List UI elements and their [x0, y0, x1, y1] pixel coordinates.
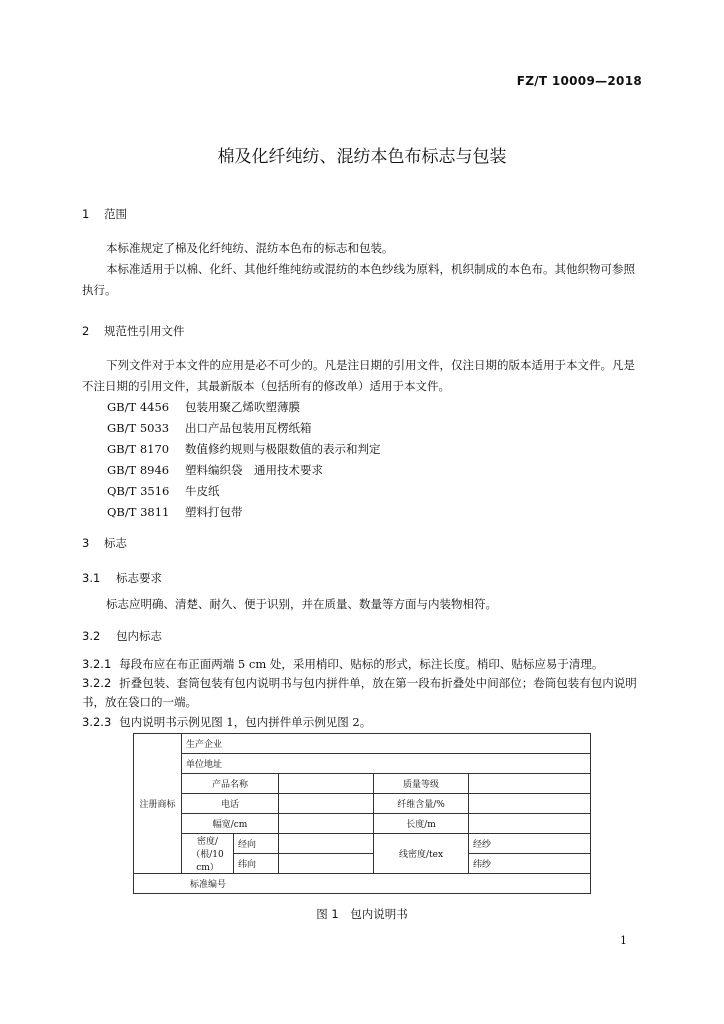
reference-item [107, 502, 381, 523]
reference-code: QB/T 3811 [107, 505, 170, 519]
subsection-number: 3.2 [82, 629, 101, 643]
reference-code: GB/T 4456 [107, 400, 170, 414]
paragraph: 下列文件对于本文件的应用是必不可少的。凡是注日期的引用文件，仅注日期的版本适用于本文件。凡是不注日期的引用文件，其最新版本（包括所有的修改单）适用于本文件。 [82, 358, 635, 393]
length-label: 长度/m [374, 814, 469, 834]
reference-title: 牛皮纸 [185, 484, 220, 498]
clause-number: 3.2.3 [82, 715, 112, 729]
standard-number-label: 标准编号 [134, 874, 591, 894]
standard-code: FZ/T 10009—2018 [516, 74, 642, 88]
reference-code: GB/T 5033 [107, 421, 170, 435]
reference-item [107, 481, 381, 502]
paragraph: 本标准规定了棉及化纤纯纺、混纺本色布的标志和包装。 [106, 241, 394, 255]
subsection-title: 包内标志 [116, 629, 162, 643]
clause-3-2-2 [82, 674, 642, 712]
section-2-body [82, 355, 642, 397]
reference-list [107, 397, 381, 523]
address-label: 单位地址 [182, 754, 591, 774]
clause-3-2-3 [82, 713, 642, 732]
package-instruction-table [133, 733, 591, 894]
page-number: 1 [620, 934, 627, 947]
section-title: 范围 [104, 207, 127, 221]
subsection-number: 3.1 [82, 571, 101, 585]
section-number: 2 [82, 324, 90, 338]
reference-code: GB/T 8946 [107, 463, 170, 477]
reference-title: 出口产品包装用瓦楞纸箱 [185, 421, 312, 435]
section-2-heading [82, 323, 185, 339]
clause-3-2-1 [82, 655, 642, 674]
subsection-title: 标志要求 [116, 571, 162, 585]
clause-text: 折叠包装、套筒包装有包内说明书与包内拼件单，放在第一段布折叠处中间部位；卷筒包装有包内说明书，放在袋口的一端。 [82, 676, 637, 709]
weft-label: 纬向 [234, 854, 279, 874]
section-number: 1 [82, 207, 90, 221]
subsection-3-1-body [82, 594, 642, 615]
warp-label: 经向 [234, 834, 279, 854]
trademark-cell: 注册商标 [134, 734, 182, 874]
section-number: 3 [82, 536, 90, 550]
reference-title: 塑料打包带 [185, 505, 243, 519]
product-name-label: 产品名称 [182, 774, 279, 794]
weft-yarn-label: 纬纱 [469, 854, 591, 874]
clause-number: 3.2.1 [82, 657, 112, 671]
reference-item [107, 439, 381, 460]
reference-item [107, 418, 381, 439]
warp-yarn-label: 经纱 [469, 834, 591, 854]
reference-item [107, 397, 381, 418]
section-3-heading [82, 535, 127, 551]
reference-code: GB/T 8170 [107, 442, 170, 456]
quality-grade-label: 质量等级 [374, 774, 469, 794]
fiber-content-label: 纤维含量/% [374, 794, 469, 814]
reference-item [107, 460, 381, 481]
length-value [469, 814, 591, 834]
document-title: 棉及化纤纯纺、混纺本色布标志与包装 [217, 147, 507, 167]
reference-title: 塑料编织袋 通用技术要求 [185, 463, 323, 477]
reference-title: 数值修约规则与极限数值的表示和判定 [185, 442, 381, 456]
warp-density-value [279, 834, 374, 854]
paragraph: 标志应明确、清楚、耐久、便于识别，并在质量、数量等方面与内装物相符。 [106, 597, 497, 611]
clause-text: 每段布应在布正面两端 5 cm 处，采用梢印、贴标的形式，标注长度。梢印、贴标应易于清理。 [119, 657, 604, 671]
paragraph: 本标准适用于以棉、化纤、其他纤维纯纺或混纺的本色纱线为原料，机织制成的本色布。其他织物可参照执行。 [82, 262, 635, 297]
density-label: 密度/（根/10 cm） [182, 834, 234, 874]
producer-label: 生产企业 [182, 734, 591, 754]
section-title: 标志 [104, 536, 127, 550]
fiber-content-value [469, 794, 591, 814]
product-name-value [279, 774, 374, 794]
width-label: 幅宽/cm [182, 814, 279, 834]
reference-code: QB/T 3516 [107, 484, 170, 498]
width-value [279, 814, 374, 834]
phone-value [279, 794, 374, 814]
clause-number: 3.2.2 [82, 676, 112, 690]
clause-text: 包内说明书示例见图 1，包内拼件单示例见图 2。 [119, 715, 372, 729]
section-1-heading [82, 206, 127, 222]
quality-grade-value [469, 774, 591, 794]
section-title: 规范性引用文件 [104, 324, 185, 338]
phone-label: 电话 [182, 794, 279, 814]
subsection-3-2-heading [82, 628, 162, 644]
figure-caption: 图 1 包内说明书 [316, 907, 408, 921]
subsection-3-1-heading [82, 570, 162, 586]
yarn-density-label: 线密度/tex [374, 834, 469, 874]
section-1-body [82, 238, 642, 301]
reference-title: 包装用聚乙烯吹塑薄膜 [185, 400, 300, 414]
weft-density-value [279, 854, 374, 874]
